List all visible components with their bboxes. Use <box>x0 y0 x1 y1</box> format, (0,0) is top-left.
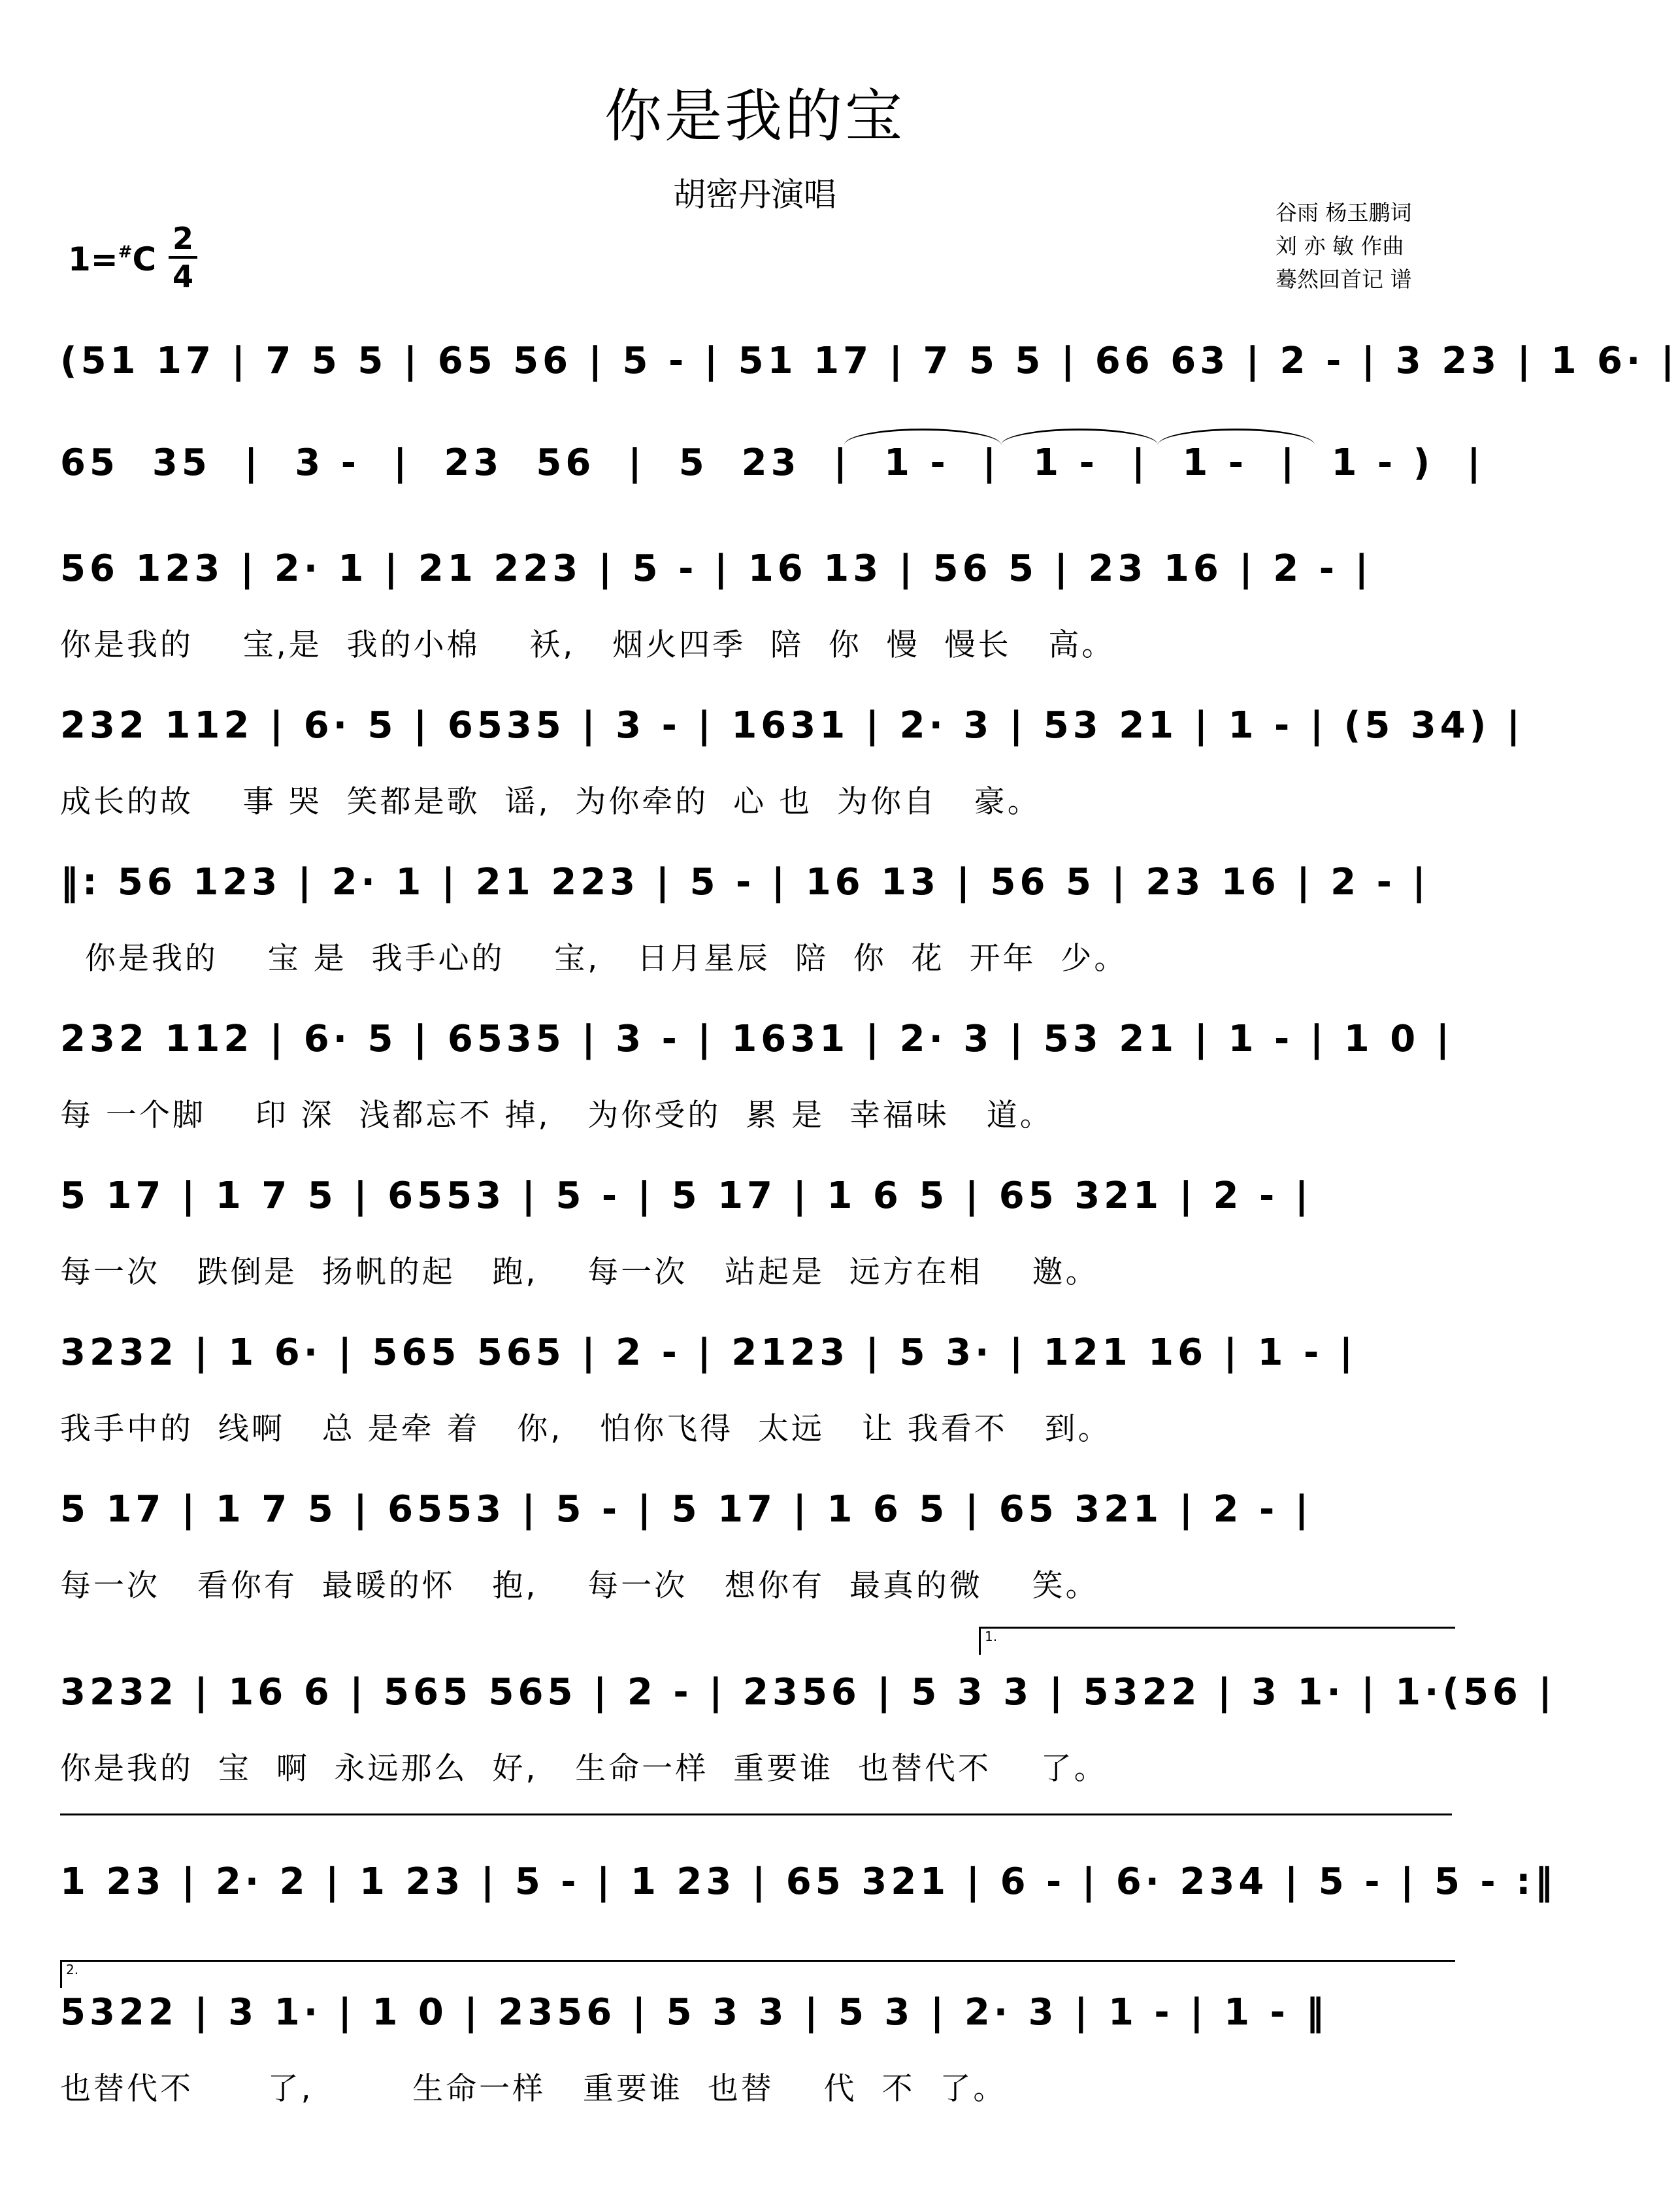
lyricist-credit: 谷雨 杨玉鹏词 <box>1275 200 1412 225</box>
credits-block <box>1275 196 1412 296</box>
key-signature: 1=#C <box>68 240 157 278</box>
notation-line: 56 123 | 2· 1 | 21 223 | 5 - | 16 13 | 56 5 | 23 16 | 2 - | <box>60 547 1372 590</box>
composer-credit: 刘 亦 敏 作曲 <box>1275 233 1404 259</box>
notation-line: 232 112 | 6· 5 | 6535 | 3 - | 1631 | 2· 3 | 53 21 | 1 - | 1 0 | <box>60 1018 1454 1060</box>
notation-line: 1 23 | 2· 2 | 1 23 | 5 - | 1 23 | 65 321 | 6 - | 6· 234 | 5 - | 5 - :‖ <box>60 1861 1557 1903</box>
time-top: 2 <box>172 221 193 256</box>
section-divider <box>60 1814 1452 1815</box>
notation-line: 3232 | 1 6· | 565 565 | 2 - | 2123 | 5 3· | 121 16 | 1 - | <box>60 1331 1357 1374</box>
lyric-line: 每一次 看你有 最暖的怀 抱, 每一次 想你有 最真的微 笑。 <box>60 1568 1099 1604</box>
staff-line-4 <box>60 704 1524 835</box>
lyric-line: 你是我的 宝 啊 永远那么 好, 生命一样 重要谁 也替代不 了。 <box>60 1751 1108 1787</box>
staff-line-5 <box>60 861 1452 992</box>
lyric-line: 每一次 跌倒是 扬帆的起 跑, 每一次 站起是 远方在相 邀。 <box>60 1254 1099 1290</box>
notation-line: ‖: 56 123 | 2· 1 | 21 223 | 5 - | 16 13 | 56 5 | 23 16 | 2 - | <box>60 861 1430 903</box>
lyric-line: 我手中的 线啊 总 是牵 着 你, 怕你飞得 太远 让 我看不 到。 <box>60 1411 1111 1447</box>
lyric-line: 你是我的 宝,是 我的小棉 袄, 烟火四季 陪 你 慢 慢长 高。 <box>60 627 1115 663</box>
staff-line-6 <box>60 1018 1452 1148</box>
staff-line-7 <box>60 1175 1452 1305</box>
notation-line: 5 17 | 1 7 5 | 6553 | 5 - | 5 17 | 1 6 5 | 65 321 | 2 - | <box>60 1488 1313 1531</box>
notation-line: (51 17 | 7 5 5 | 65 56 | 5 - | 51 17 | 7 5 5 | 66 63 | 2 - | 3 23 | 1 6· | <box>60 340 1678 382</box>
lyric-line: 每 一个脚 印 深 浅都忘不 掉, 为你受的 累 是 幸福味 道。 <box>60 1098 1053 1133</box>
notation-line: 65 35 | 3 - | 23 56 | 5 23 | 1 - | 1 - | 1 - | 1 - ) | <box>60 442 1485 484</box>
lyric-line: 你是我的 宝 是 我手心的 宝, 日月星辰 陪 你 花 开年 少。 <box>60 941 1128 977</box>
staff-line-12 <box>60 1962 1452 2122</box>
first-ending-bracket: 1. <box>979 1627 1455 1655</box>
notation-line: 5322 | 3 1· | 1 0 | 2356 | 5 3 3 | 5 3 | 2· 3 | 1 - | 1 - ‖ <box>60 1991 1328 2034</box>
time-bottom: 4 <box>169 256 197 294</box>
staff-line-3 <box>60 547 1452 678</box>
time-signature <box>169 221 197 294</box>
staff-line-10 <box>60 1629 1556 1802</box>
transcriber-credit: 蓦然回首记 谱 <box>1275 267 1412 292</box>
staff-line-9 <box>60 1488 1452 1619</box>
notation-line: 3232 | 16 6 | 565 565 | 2 - | 2356 | 5 3 3 | 5322 | 3 1· | 1·(56 | <box>60 1671 1556 1714</box>
lyric-line: 也替代不 了, 生命一样 重要谁 也替 代 不 了。 <box>60 2071 1007 2107</box>
singer-credit: 胡密丹演唱 <box>673 176 836 214</box>
second-ending-bracket: 2. <box>60 1960 1455 1988</box>
staff-line-8 <box>60 1331 1452 1462</box>
notation-line: 232 112 | 6· 5 | 6535 | 3 - | 1631 | 2· 3 | 53 21 | 1 - | (5 34) | <box>60 704 1524 747</box>
lyric-line: 成长的故 事 哭 笑都是歌 谣, 为你牵的 心 也 为你自 豪。 <box>60 784 1041 820</box>
notation-line: 5 17 | 1 7 5 | 6553 | 5 - | 5 17 | 1 6 5 | 65 321 | 2 - | <box>60 1175 1313 1217</box>
song-title: 你是我的宝 <box>604 82 905 150</box>
